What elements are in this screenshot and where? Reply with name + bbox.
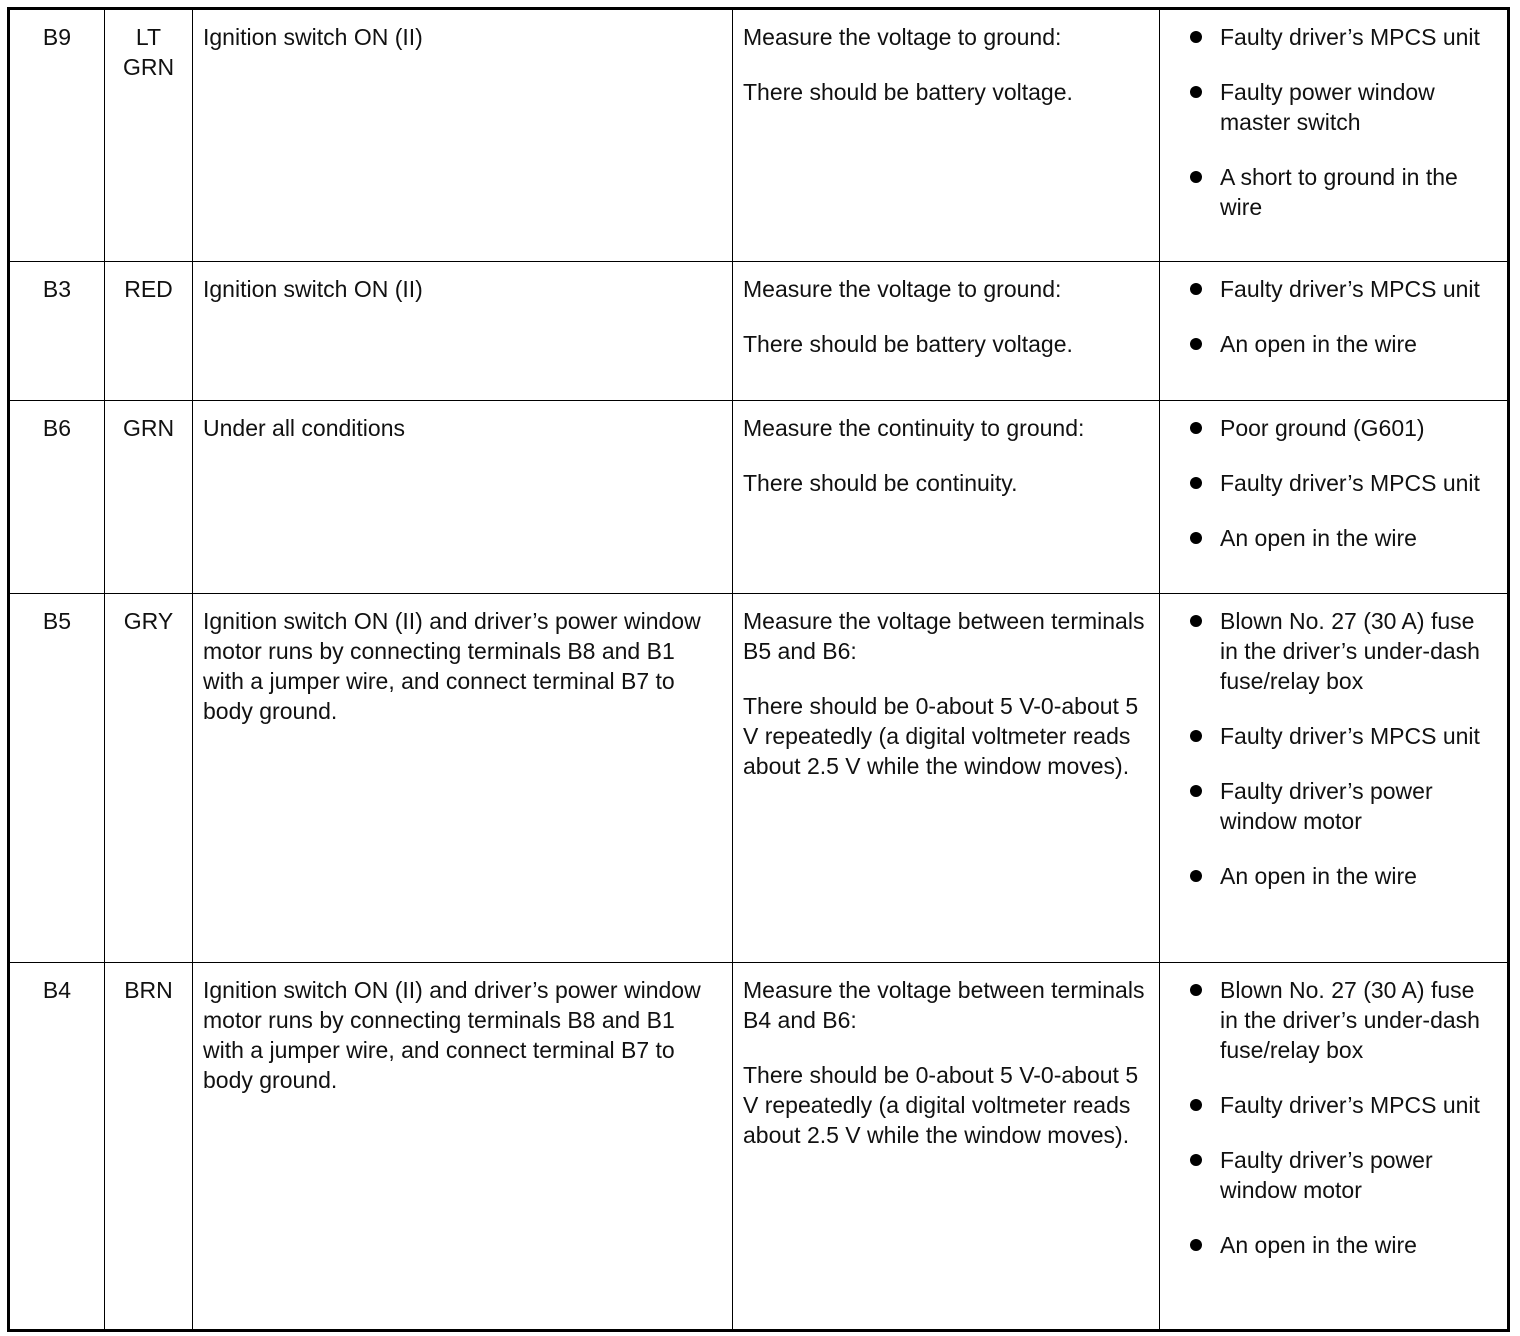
- causes-cell: [1160, 963, 1509, 1331]
- wire-color-text: GRY: [123, 608, 174, 634]
- wire-color-text: LT GRN: [122, 24, 175, 80]
- cause-item: [1170, 77, 1497, 137]
- table-row: [9, 401, 1509, 594]
- test-instruction: Measure the voltage to ground:: [743, 24, 1062, 50]
- cause-text: Faulty driver’s power window motor: [1220, 1147, 1433, 1203]
- test-cell: [733, 594, 1160, 963]
- bullet-icon: [1190, 422, 1202, 434]
- terminal-cell: B6: [9, 401, 105, 594]
- table-row: [9, 9, 1509, 262]
- cause-text: An open in the wire: [1220, 331, 1417, 357]
- wire-color-cell: [105, 963, 193, 1331]
- bullet-icon: [1190, 31, 1202, 43]
- cause-item: [1170, 1090, 1497, 1120]
- cause-item: [1170, 274, 1497, 304]
- cause-text: Blown No. 27 (30 A) fuse in the driver’s under-dash fuse/relay box: [1220, 977, 1480, 1063]
- cause-text: Faulty power window master switch: [1220, 79, 1435, 135]
- bullet-icon: [1190, 86, 1202, 98]
- terminal-cell: B3: [9, 262, 105, 401]
- condition-cell: Under all conditions: [193, 401, 733, 594]
- wire-color-cell: [105, 262, 193, 401]
- test-expected-result: There should be battery voltage.: [743, 79, 1073, 105]
- possible-causes-list: [1170, 975, 1497, 1260]
- bullet-icon: [1190, 984, 1202, 996]
- cause-item: [1170, 776, 1497, 836]
- possible-causes-list: [1170, 606, 1497, 891]
- cause-text: Faulty driver’s MPCS unit: [1220, 470, 1480, 496]
- possible-causes-list: [1170, 22, 1497, 222]
- bullet-icon: [1190, 870, 1202, 882]
- wire-color-text: GRN: [122, 415, 175, 441]
- bullet-icon: [1190, 477, 1202, 489]
- bullet-icon: [1190, 171, 1202, 183]
- bullet-icon: [1190, 730, 1202, 742]
- terminal-test-table: [7, 7, 1510, 1332]
- possible-causes-list: [1170, 274, 1497, 359]
- bullet-icon: [1190, 615, 1202, 627]
- test-cell: [733, 401, 1160, 594]
- causes-cell: [1160, 9, 1509, 262]
- cause-text: An open in the wire: [1220, 1232, 1417, 1258]
- cause-item: [1170, 22, 1497, 52]
- cause-item: [1170, 1145, 1497, 1205]
- causes-cell: [1160, 401, 1509, 594]
- test-cell: [733, 262, 1160, 401]
- wire-color-cell: [105, 9, 193, 262]
- bullet-icon: [1190, 338, 1202, 350]
- cause-text: Faulty driver’s MPCS unit: [1220, 276, 1480, 302]
- cause-text: An open in the wire: [1220, 525, 1417, 551]
- terminal-cell: B5: [9, 594, 105, 963]
- table-body: [9, 9, 1509, 1331]
- wire-color-cell: [105, 594, 193, 963]
- cause-item: [1170, 975, 1497, 1065]
- bullet-icon: [1190, 1099, 1202, 1111]
- cause-text: Blown No. 27 (30 A) fuse in the driver’s under-dash fuse/relay box: [1220, 608, 1480, 694]
- cause-item: [1170, 1230, 1497, 1260]
- wire-color-text: RED: [124, 276, 173, 302]
- cause-item: [1170, 162, 1497, 222]
- test-instruction: Measure the voltage to ground:: [743, 276, 1062, 302]
- bullet-icon: [1190, 1239, 1202, 1251]
- terminal-cell: B9: [9, 9, 105, 262]
- cause-text: Faulty driver’s MPCS unit: [1220, 723, 1480, 749]
- cause-item: [1170, 606, 1497, 696]
- test-cell: [733, 963, 1160, 1331]
- condition-cell: Ignition switch ON (II) and driver’s power window motor runs by connecting terminals B8 and B1 with a jumper wire, and connect terminal B7 to body ground.: [193, 594, 733, 963]
- table-row: [9, 963, 1509, 1331]
- cause-text: A short to ground in the wire: [1220, 164, 1458, 220]
- cause-item: [1170, 861, 1497, 891]
- terminal-cell: B4: [9, 963, 105, 1331]
- test-expected-result: There should be 0-about 5 V-0-about 5 V repeatedly (a digital voltmeter reads about 2.5 V while the window moves).: [743, 693, 1139, 779]
- bullet-icon: [1190, 785, 1202, 797]
- cause-item: [1170, 329, 1497, 359]
- condition-cell: Ignition switch ON (II): [193, 262, 733, 401]
- cause-text: An open in the wire: [1220, 863, 1417, 889]
- wire-color-cell: [105, 401, 193, 594]
- condition-cell: Ignition switch ON (II) and driver’s power window motor runs by connecting terminals B8 and B1 with a jumper wire, and connect terminal B7 to body ground.: [193, 963, 733, 1331]
- wire-color-text: BRN: [124, 977, 173, 1003]
- cause-text: Poor ground (G601): [1220, 415, 1425, 441]
- bullet-icon: [1190, 283, 1202, 295]
- condition-cell: Ignition switch ON (II): [193, 9, 733, 262]
- cause-item: [1170, 721, 1497, 751]
- test-cell: [733, 9, 1160, 262]
- possible-causes-list: [1170, 413, 1497, 553]
- bullet-icon: [1190, 532, 1202, 544]
- cause-item: [1170, 413, 1497, 443]
- cause-item: [1170, 468, 1497, 498]
- cause-item: [1170, 523, 1497, 553]
- test-instruction: Measure the continuity to ground:: [743, 415, 1085, 441]
- table-row: [9, 262, 1509, 401]
- test-expected-result: There should be battery voltage.: [743, 331, 1073, 357]
- table-row: [9, 594, 1509, 963]
- test-expected-result: There should be continuity.: [743, 470, 1018, 496]
- causes-cell: [1160, 594, 1509, 963]
- cause-text: Faulty driver’s MPCS unit: [1220, 24, 1480, 50]
- causes-cell: [1160, 262, 1509, 401]
- test-instruction: Measure the voltage between terminals B5 and B6:: [743, 608, 1145, 664]
- cause-text: Faulty driver’s MPCS unit: [1220, 1092, 1480, 1118]
- test-instruction: Measure the voltage between terminals B4 and B6:: [743, 977, 1145, 1033]
- test-expected-result: There should be 0-about 5 V-0-about 5 V repeatedly (a digital voltmeter reads about 2.5 V while the window moves).: [743, 1062, 1139, 1148]
- bullet-icon: [1190, 1154, 1202, 1166]
- cause-text: Faulty driver’s power window motor: [1220, 778, 1433, 834]
